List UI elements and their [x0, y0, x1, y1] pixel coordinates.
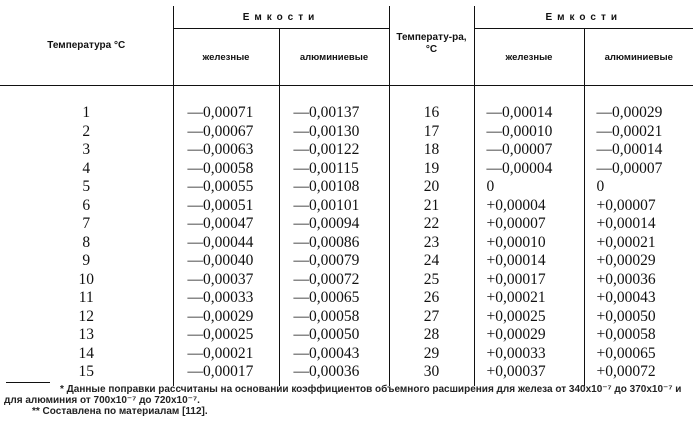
temp-cell-2: 27 — [389, 308, 474, 327]
iron-value-cell: —0,00071 — [173, 104, 279, 123]
iron-value-cell: —0,00055 — [173, 178, 279, 197]
temp-cell-2: 18 — [389, 141, 474, 160]
temp-cell: 10 — [78, 270, 94, 288]
aluminum-value-cell: —0,00058 — [279, 308, 389, 327]
spacer-cell — [389, 86, 474, 105]
table-header — [0, 6, 693, 86]
table-row — [0, 141, 693, 160]
aluminum-value-cell: —0,00137 — [279, 104, 389, 123]
table-row — [0, 363, 693, 386]
temp-cell: 5 — [82, 178, 91, 196]
temp-cell-2: 28 — [389, 326, 474, 345]
iron-value-cell: —0,00047 — [173, 215, 279, 234]
temp-cell-2: 19 — [389, 160, 474, 179]
temp-cell-2: 21 — [389, 197, 474, 216]
aluminum-value-cell: —0,00094 — [279, 215, 389, 234]
table-row — [0, 252, 693, 271]
temp-cell: 12 — [78, 307, 94, 325]
iron-value-cell: —0,00029 — [173, 308, 279, 327]
iron-value-cell: —0,00051 — [173, 197, 279, 216]
spacer-cell — [474, 86, 584, 105]
footnote-rule — [6, 382, 50, 383]
table-row — [0, 271, 693, 290]
aluminum-value-cell-2: +0,00050 — [584, 308, 693, 327]
temp-cell: 6 — [82, 196, 91, 214]
aluminum-value-cell: —0,00115 — [279, 160, 389, 179]
iron-value-cell: —0,00058 — [173, 160, 279, 179]
temp-cell: 15 — [78, 363, 94, 381]
table-row — [0, 178, 693, 197]
temp-cell: 9 — [82, 252, 91, 270]
temp-cell: 4 — [82, 159, 91, 177]
iron-value-cell-2: +0,00007 — [474, 215, 584, 234]
iron-value-cell-2: +0,00017 — [474, 271, 584, 290]
iron-value-cell: —0,00040 — [173, 252, 279, 271]
temp-cell: 2 — [82, 122, 91, 140]
temp-cell-2: 22 — [389, 215, 474, 234]
temp-cell-2: 29 — [389, 345, 474, 364]
aluminum-value-cell-2: —0,00029 — [584, 104, 693, 123]
table-row — [0, 345, 693, 364]
footnotes — [4, 384, 690, 417]
iron-value-cell: —0,00025 — [173, 326, 279, 345]
spacer-cell — [173, 86, 279, 105]
iron-value-cell-2: +0,00004 — [474, 197, 584, 216]
aluminum-value-cell-2: +0,00065 — [584, 345, 693, 364]
aluminum-value-cell-2: —0,00007 — [584, 160, 693, 179]
temp-cell-2: 17 — [389, 123, 474, 142]
header-capacity-group-right: Емкости — [474, 6, 693, 29]
header-temperature: Температура °С — [0, 6, 173, 86]
aluminum-value-cell: —0,00101 — [279, 197, 389, 216]
aluminum-value-cell-2: —0,00021 — [584, 123, 693, 142]
header-aluminum-right: алюминиевые — [584, 29, 693, 86]
iron-value-cell: —0,00017 — [173, 363, 279, 386]
spacer-cell — [584, 86, 693, 105]
spacer-cell — [0, 86, 173, 105]
iron-value-cell-2: —0,00014 — [474, 104, 584, 123]
iron-value-cell-2: +0,00037 — [474, 363, 584, 386]
aluminum-value-cell: —0,00065 — [279, 289, 389, 308]
footnote-1: * Данные поправки рассчитаны на основании коэффициентов объемного расширения для железа от 340x10⁻⁷ до 370x10⁻⁷ и для алюминия от 700x10⁻⁷ до 720x10⁻⁷. — [4, 384, 682, 406]
temp-cell: 8 — [82, 233, 91, 251]
header-row-1 — [0, 6, 693, 29]
iron-value-cell-2: +0,00014 — [474, 252, 584, 271]
iron-value-cell-2: +0,00025 — [474, 308, 584, 327]
iron-value-cell: —0,00063 — [173, 141, 279, 160]
table-row — [0, 234, 693, 253]
spacer-cell — [279, 86, 389, 105]
aluminum-value-cell-2: 0 — [584, 178, 693, 197]
aluminum-value-cell: —0,00130 — [279, 123, 389, 142]
iron-value-cell: —0,00044 — [173, 234, 279, 253]
header-temperature-2: Температу-ра, °С — [389, 6, 474, 86]
iron-value-cell-2: +0,00010 — [474, 234, 584, 253]
iron-value-cell-2: +0,00021 — [474, 289, 584, 308]
aluminum-value-cell: —0,00036 — [279, 363, 389, 386]
header-iron-right: железные — [474, 29, 584, 86]
temp-cell-2: 30 — [389, 363, 474, 386]
temp-cell: 7 — [82, 215, 91, 233]
header-aluminum-left: алюминиевые — [279, 29, 389, 86]
header-iron-left: железные — [173, 29, 279, 86]
iron-value-cell-2: +0,00029 — [474, 326, 584, 345]
iron-value-cell: —0,00067 — [173, 123, 279, 142]
table-body — [0, 86, 693, 386]
table-row — [0, 215, 693, 234]
footnote-2: ** Составлена по материалам [112]. — [32, 406, 208, 417]
header-capacity-group-left: Емкости — [173, 6, 389, 29]
temp-cell: 11 — [78, 289, 94, 307]
iron-value-cell-2: —0,00004 — [474, 160, 584, 179]
aluminum-value-cell: —0,00072 — [279, 271, 389, 290]
aluminum-value-cell-2: +0,00014 — [584, 215, 693, 234]
aluminum-value-cell: —0,00050 — [279, 326, 389, 345]
temp-cell: 3 — [82, 141, 91, 159]
table-row — [0, 326, 693, 345]
table-row — [0, 123, 693, 142]
temp-cell-2: 24 — [389, 252, 474, 271]
aluminum-value-cell: —0,00122 — [279, 141, 389, 160]
aluminum-value-cell-2: +0,00058 — [584, 326, 693, 345]
aluminum-value-cell-2: +0,00043 — [584, 289, 693, 308]
iron-value-cell: —0,00037 — [173, 271, 279, 290]
table-row — [0, 160, 693, 179]
iron-value-cell-2: 0 — [474, 178, 584, 197]
iron-value-cell: —0,00033 — [173, 289, 279, 308]
temp-cell: 13 — [78, 326, 94, 344]
aluminum-value-cell-2: —0,00014 — [584, 141, 693, 160]
correction-table — [0, 6, 693, 386]
iron-value-cell-2: +0,00033 — [474, 345, 584, 364]
temp-cell-2: 20 — [389, 178, 474, 197]
aluminum-value-cell-2: +0,00029 — [584, 252, 693, 271]
aluminum-value-cell-2: +0,00072 — [584, 363, 693, 386]
iron-value-cell-2: —0,00007 — [474, 141, 584, 160]
aluminum-value-cell: —0,00043 — [279, 345, 389, 364]
temp-cell: 1 — [82, 104, 91, 122]
table-row — [0, 289, 693, 308]
temp-cell-2: 16 — [389, 104, 474, 123]
aluminum-value-cell: —0,00108 — [279, 178, 389, 197]
aluminum-value-cell: —0,00086 — [279, 234, 389, 253]
aluminum-value-cell: —0,00079 — [279, 252, 389, 271]
table-row — [0, 197, 693, 216]
table-row — [0, 308, 693, 327]
temp-cell: 14 — [78, 344, 94, 362]
aluminum-value-cell-2: +0,00021 — [584, 234, 693, 253]
temp-cell-2: 26 — [389, 289, 474, 308]
aluminum-value-cell-2: +0,00007 — [584, 197, 693, 216]
iron-value-cell-2: —0,00010 — [474, 123, 584, 142]
body-spacer-row — [0, 86, 693, 105]
temp-cell-2: 25 — [389, 271, 474, 290]
aluminum-value-cell-2: +0,00036 — [584, 271, 693, 290]
iron-value-cell: —0,00021 — [173, 345, 279, 364]
table-row — [0, 104, 693, 123]
temp-cell-2: 23 — [389, 234, 474, 253]
